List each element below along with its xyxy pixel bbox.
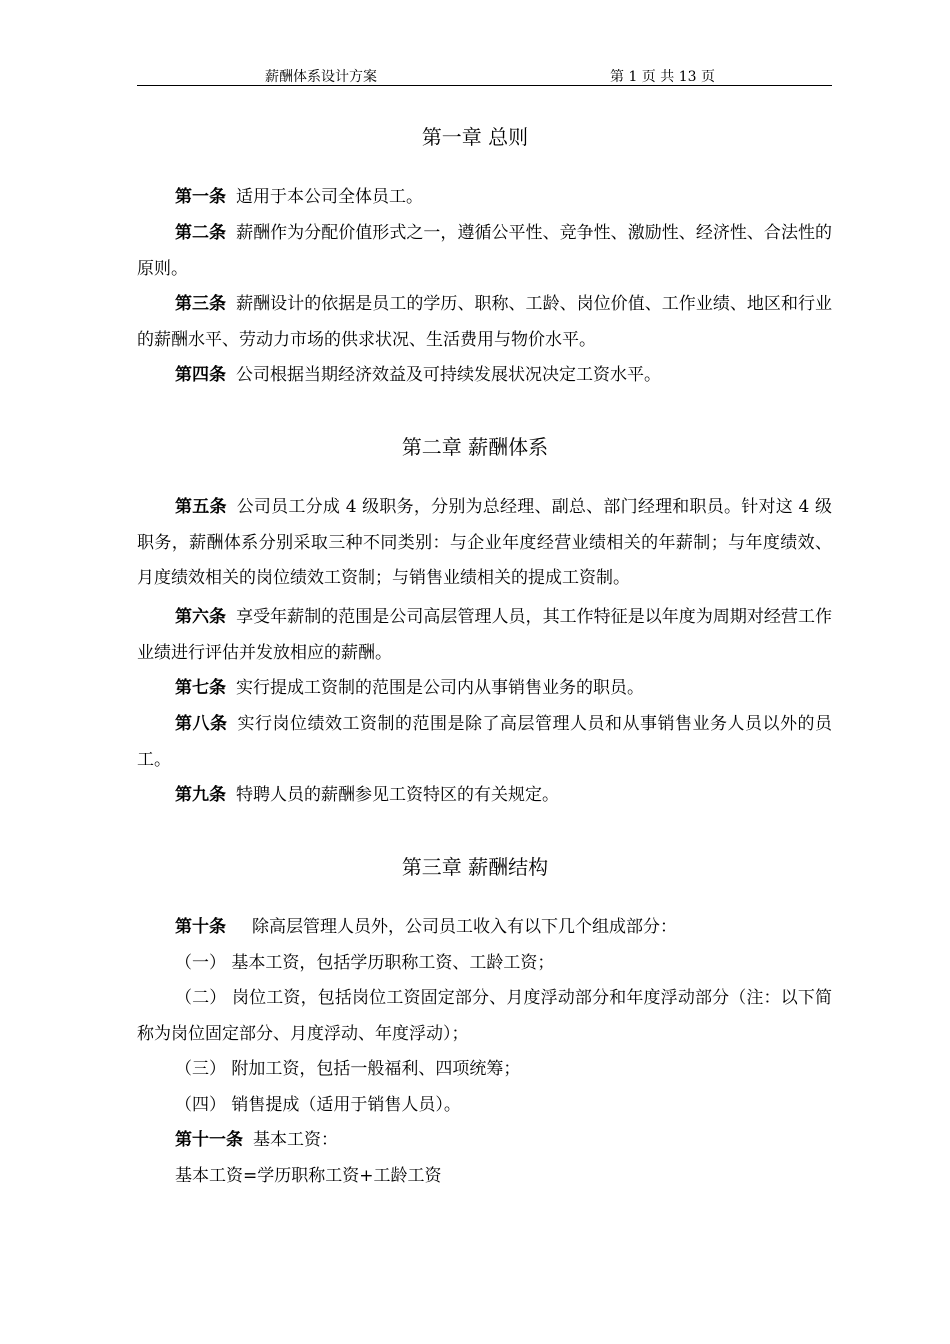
article: [137, 180, 832, 216]
article-text: 适用于本公司全体员工。: [236, 187, 423, 207]
article-label: 第二条: [175, 223, 227, 243]
article-label: 第四条: [175, 365, 226, 385]
article-label: 第一条: [175, 187, 226, 207]
article-text: 公司员工分成 4 级职务，分别为总经理、副总、部门经理和职员。针对这 4 级职务，薪酬体系分别采取三种不同类别：与企业年度经营业绩相关的年薪制；与年度绩效、月度绩效相关的岗位绩效工资制；与销售业绩相关的提成工资制。: [137, 497, 833, 588]
header-page-info: 第 1 页 共 13 页: [610, 69, 715, 85]
article: [137, 707, 832, 778]
article-text: 除高层管理人员外，公司员工收入有以下几个组成部分：: [252, 917, 677, 937]
page-header: [137, 64, 832, 86]
list-item: （四） 销售提成（适用于销售人员）。: [175, 1095, 461, 1115]
chapter-title: 第一章 总则: [421, 125, 529, 149]
article-label: 第九条: [175, 785, 226, 805]
article: [137, 910, 832, 946]
article-text: 享受年薪制的范围是公司高层管理人员，其工作特征是以年度为周期对经营工作业绩进行评估并发放相应的薪酬。: [137, 607, 833, 663]
article: [137, 600, 832, 671]
header-title: 薪酬体系设计方案: [265, 69, 377, 85]
article-text: 特聘人员的薪酬参见工资特区的有关规定。: [236, 785, 559, 805]
article: [137, 778, 832, 814]
formula-line: 基本工资=学历职称工资+工龄工资: [175, 1166, 442, 1186]
article-text: 薪酬设计的依据是员工的学历、职称、工龄、岗位价值、工作业绩、地区和行业的薪酬水平、劳动力市场的供求状况、生活费用与物价水平。: [137, 294, 833, 350]
article: [137, 490, 832, 597]
chapter-title: 第二章 薪酬体系: [401, 435, 549, 459]
article-label: 第十一条: [175, 1130, 243, 1150]
article-text: 公司根据当期经济效益及可持续发展状况决定工资水平。: [236, 365, 661, 385]
article: [137, 287, 832, 358]
article: [137, 671, 832, 707]
list-item: （三） 附加工资，包括一般福利、四项统筹；: [175, 1059, 521, 1079]
article-text: 基本工资：: [253, 1130, 338, 1150]
chapter-title: 第三章 薪酬结构: [401, 855, 549, 879]
article-text: 薪酬作为分配价值形式之一，遵循公平性、竞争性、激励性、经济性、合法性的原则。: [137, 223, 833, 279]
article-label: 第六条: [175, 607, 227, 627]
list-item: （二） 岗位工资，包括岗位工资固定部分、月度浮动部分和年度浮动部分（注：以下简称为岗位固定部分、月度浮动、年度浮动）；: [137, 988, 832, 1044]
article: [137, 358, 832, 394]
article: [137, 1123, 832, 1159]
article-text: 实行岗位绩效工资制的范围是除了高层管理人员和从事销售业务人员以外的员工。: [137, 714, 832, 770]
article-label: 第五条: [175, 497, 227, 517]
article: [137, 216, 832, 287]
list-item: （一） 基本工资，包括学历职称工资、工龄工资；: [175, 953, 555, 973]
article-text: 实行提成工资制的范围是公司内从事销售业务的职员。: [236, 678, 644, 698]
article-label: 第十条: [175, 917, 226, 937]
article-label: 第八条: [175, 714, 228, 734]
article-label: 第三条: [175, 294, 227, 314]
article-label: 第七条: [175, 678, 226, 698]
